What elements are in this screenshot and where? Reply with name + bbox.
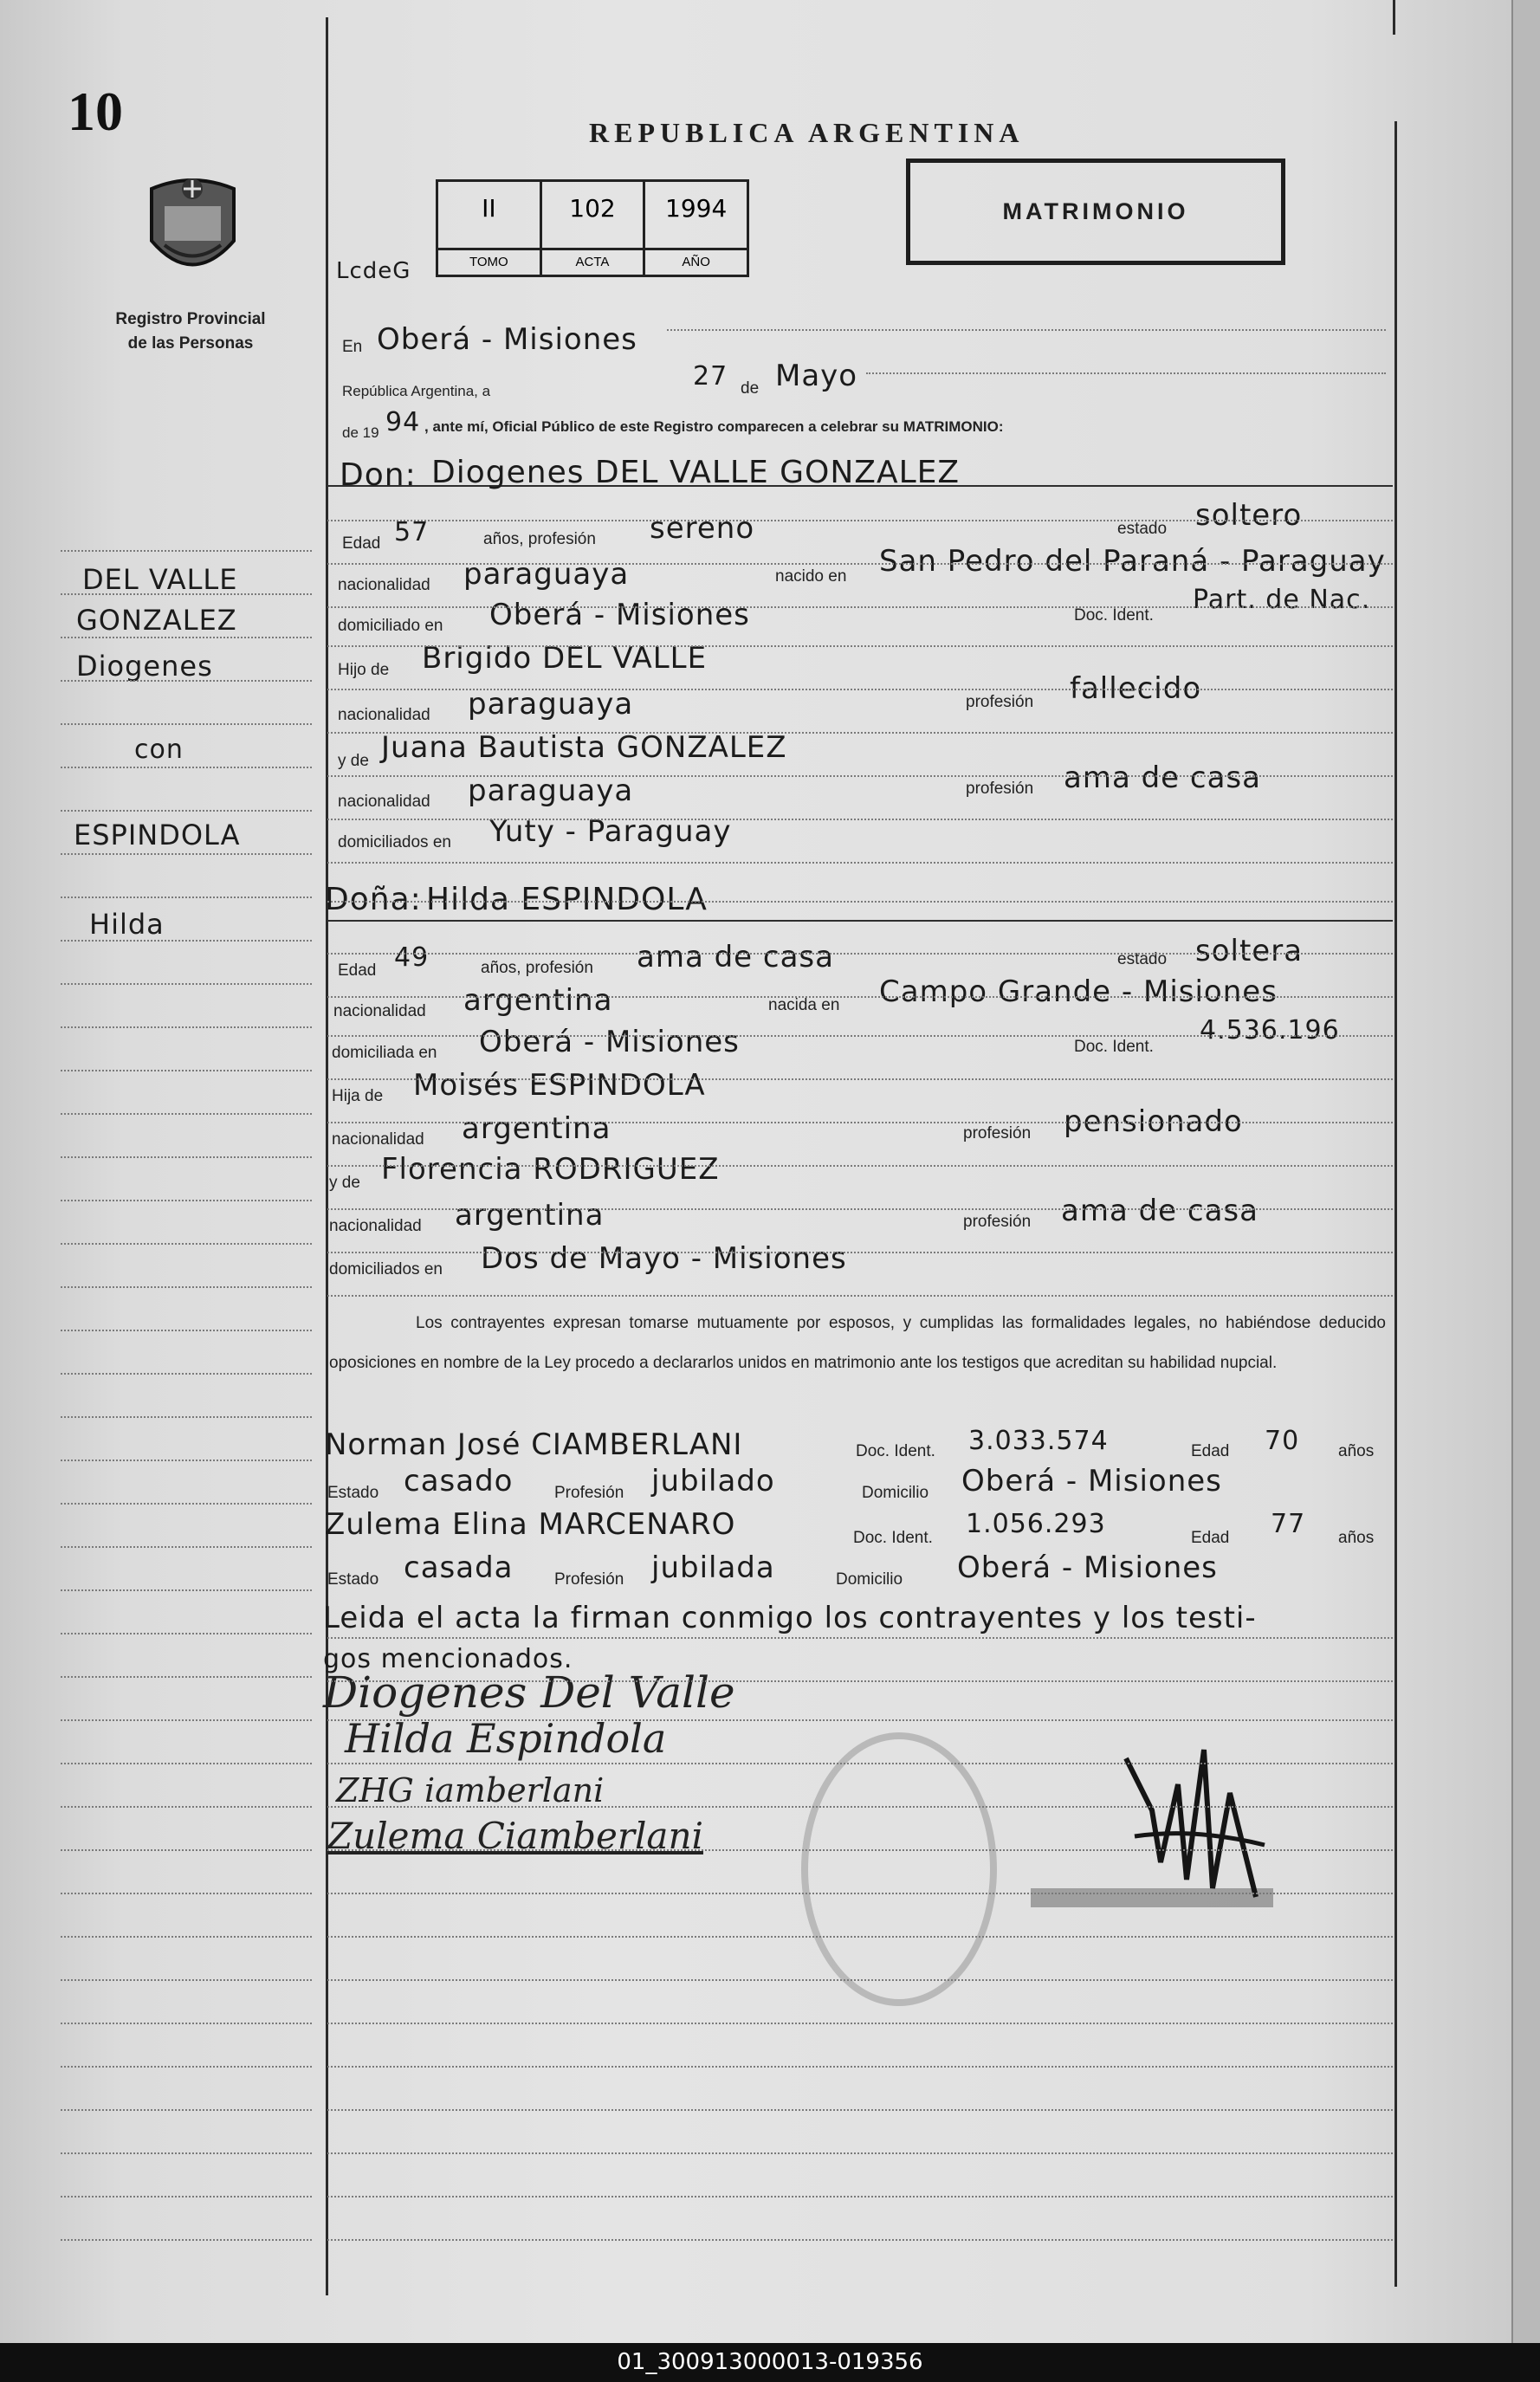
ruled-line [327, 1035, 1393, 1037]
declaration-paragraph: Los contrayentes expresan tomarse mutuamente por esposos, y cumplidas las formalidades legales, no habiéndose deducido oposiciones en nombre de la Ley procedo a declararlos unidos en matrimonio ante los testigos que acreditan su habilidad nupcial. [329, 1314, 1386, 1372]
signature-bride: Hilda Espindola [345, 1715, 667, 1762]
doc-label: Doc. Ident. [856, 1442, 935, 1460]
edad-label: Edad [1191, 1529, 1230, 1547]
profesion-label: Profesión [554, 1570, 624, 1589]
witness-1-domicile: Oberá - Misiones [961, 1464, 1222, 1498]
ruled-line [61, 1719, 312, 1721]
margin-note-1: DEL VALLE [82, 563, 238, 596]
domicilio-label: domiciliado en [338, 617, 443, 635]
ruled-line [327, 2152, 1393, 2154]
ruled-line [327, 2239, 1393, 2241]
signature-groom: Diogenes Del Valle [323, 1667, 735, 1718]
signature-witness-2: Zulema Ciamberlani [327, 1815, 703, 1857]
file-id-footer: 01_300913000013-019356 [0, 2343, 1540, 2382]
doc-label: Doc. Ident. [1074, 1038, 1154, 1056]
ruled-line [61, 2109, 312, 2111]
groom-civil-state: soltero [1195, 498, 1303, 533]
ruled-line [327, 1893, 1393, 1894]
witness-2-name: Zulema Elina MARCENARO [325, 1507, 736, 1542]
republic-label: República Argentina, a [342, 383, 491, 399]
ruled-line [327, 1208, 1393, 1210]
ruled-line [61, 1286, 312, 1288]
ruled-line [327, 2196, 1393, 2198]
ruled-line [327, 1295, 1393, 1297]
intro-month: Mayo [775, 359, 858, 393]
margin-note-2: GONZALEZ [76, 604, 237, 637]
ruled-line [61, 637, 312, 638]
tomo-cell [438, 182, 542, 275]
margin-note-5: ESPINDOLA [74, 819, 241, 851]
profesion-label: profesión [966, 693, 1034, 711]
groom-doc: Part. de Nac. [1193, 585, 1371, 615]
bride-name: Hilda ESPINDOLA [426, 882, 708, 917]
ruled-line [61, 680, 312, 682]
closing-line-2: gos mencionados. [323, 1644, 573, 1674]
ruled-line [61, 2152, 312, 2154]
witness-2-domicile: Oberá - Misiones [957, 1550, 1218, 1585]
groom-parents-domicile: Yuty - Paraguay [489, 814, 732, 849]
groom-father-nationality: paraguaya [468, 687, 634, 722]
ruled-line [327, 1936, 1393, 1938]
ruled-line [327, 1763, 1393, 1764]
ruled-line [61, 1113, 312, 1115]
ruled-line [61, 1763, 312, 1764]
nacionalidad-label: nacionalidad [329, 1217, 422, 1235]
bride-mother: Florencia RODRIGUEZ [381, 1152, 720, 1187]
ruled-line [61, 1460, 312, 1461]
estado-label: estado [1117, 950, 1168, 968]
witness-1-civil-state: casado [404, 1464, 514, 1498]
ruled-line [327, 775, 1393, 777]
ruled-line [61, 1416, 312, 1418]
record-number-box [436, 179, 749, 277]
coat-of-arms-emblem [139, 172, 247, 288]
nacionalidad-label: nacionalidad [333, 1002, 426, 1020]
ruled-line [61, 1546, 312, 1548]
ruled-line [327, 1979, 1393, 1981]
yde-label: y de [329, 1174, 360, 1192]
closing-line-1: Leida el acta la firman conmigo los contrayentes y los testi- [323, 1601, 1257, 1635]
left-column-divider [326, 17, 328, 2295]
groom-title: Don: [340, 457, 417, 493]
ruled-line [327, 645, 1393, 647]
ruled-line [327, 1806, 1393, 1808]
ruled-line [61, 723, 312, 725]
right-border [1394, 121, 1397, 2287]
ruled-line [327, 1680, 1393, 1682]
ruled-line [327, 1165, 1393, 1167]
page-edge [1511, 0, 1540, 2343]
bride-age: 49 [394, 942, 430, 973]
ruled-line [327, 563, 1393, 565]
ruled-line [327, 2023, 1393, 2024]
ruled-line [327, 606, 1393, 608]
margin-note-4: con [134, 735, 184, 765]
ruled-line [61, 1156, 312, 1158]
groom-profession: sereno [650, 511, 755, 546]
anos-profesion-label: años, profesión [483, 530, 596, 548]
ruled-line [327, 1078, 1393, 1080]
ruled-line [61, 1243, 312, 1245]
bride-doc: 4.536.196 [1200, 1015, 1340, 1045]
ruled-line [327, 862, 1393, 864]
ruled-line [61, 896, 312, 898]
parents-domicile-label: domiciliados en [338, 833, 451, 851]
margin-note-3: Diogenes [76, 650, 213, 683]
margin-note-6: Hilda [89, 908, 165, 941]
intro-year: 94 [385, 407, 421, 437]
estado-label: estado [1117, 520, 1168, 538]
bride-father: Moisés ESPINDOLA [413, 1068, 706, 1103]
ruled-line [61, 1676, 312, 1678]
ruled-line [61, 810, 312, 812]
ruled-line [327, 1122, 1393, 1123]
nacionalidad-label: nacionalidad [338, 706, 430, 724]
parents-domicile-label: domiciliados en [329, 1260, 443, 1278]
ruled-line [327, 1637, 1393, 1639]
acta-label: ACTA [542, 248, 644, 275]
ruled-line [61, 1200, 312, 1201]
ruled-line [61, 550, 312, 552]
signature-witness-1: ZHG iamberlani [336, 1771, 605, 1809]
estado-label: Estado [327, 1484, 379, 1502]
profesion-label: profesión [963, 1124, 1032, 1142]
top-tick [1393, 0, 1395, 35]
anio-label: AÑO [645, 248, 747, 275]
ruled-line [61, 2239, 312, 2241]
doc-label: Doc. Ident. [1074, 606, 1154, 625]
fill-line [866, 372, 1386, 374]
tomo-value: II [482, 194, 496, 223]
bride-profession: ama de casa [637, 940, 834, 974]
ruled-line [61, 1026, 312, 1028]
witness-2-civil-state: casada [404, 1550, 514, 1585]
ruled-line [61, 1806, 312, 1808]
bride-birthplace: Campo Grande - Misiones [879, 974, 1278, 1009]
year-prefix: de 19 [342, 424, 379, 441]
ruled-line [61, 1373, 312, 1375]
anos-label: años [1338, 1529, 1375, 1547]
intro-sentence: , ante mí, Oficial Público de este Registro comparecen a celebrar su MATRIMONIO: [424, 418, 1004, 435]
acta-value: 102 [569, 194, 616, 223]
ruled-line [61, 853, 312, 855]
ruled-line [61, 1633, 312, 1634]
witness-1-age: 70 [1265, 1426, 1300, 1456]
ruled-line [327, 819, 1393, 820]
bride-nationality: argentina [463, 983, 613, 1018]
ruled-line [327, 2109, 1393, 2111]
groom-age: 57 [394, 517, 430, 547]
domicilio-label: Domicilio [836, 1570, 903, 1589]
intro-day: 27 [693, 361, 728, 392]
de-label: de [741, 379, 760, 398]
ruled-line [327, 689, 1393, 690]
fill-line [667, 329, 1386, 331]
groom-father-profession: fallecido [1070, 671, 1202, 706]
ruled-line [61, 593, 312, 595]
ruled-line [61, 767, 312, 768]
hijo-label: Hijo de [338, 661, 390, 679]
ruled-line [61, 1893, 312, 1894]
ruled-line [61, 1589, 312, 1591]
anio-value: 1994 [665, 194, 728, 223]
country-title: REPUBLICA ARGENTINA [589, 117, 1025, 148]
groom-mother: Juana Bautista GONZALEZ [381, 730, 787, 765]
witness-1-doc: 3.033.574 [968, 1426, 1109, 1456]
groom-domicile: Oberá - Misiones [489, 598, 750, 632]
witness-2-profession: jubilada [651, 1550, 775, 1585]
nacionalidad-label: nacionalidad [338, 576, 430, 594]
ruled-line [327, 1252, 1393, 1253]
estado-label: Estado [327, 1570, 379, 1589]
anos-profesion-label: años, profesión [481, 959, 593, 977]
profesion-label: Profesión [554, 1484, 624, 1502]
bride-father-profession: pensionado [1064, 1104, 1243, 1139]
ruled-line [61, 1330, 312, 1331]
domicilio-label: domiciliada en [332, 1044, 437, 1062]
ruled-line [327, 953, 1393, 955]
ledger-code: LcdeG [336, 258, 411, 284]
witness-1-name: Norman José CIAMBERLANI [325, 1427, 743, 1462]
doc-label: Doc. Ident. [853, 1529, 933, 1547]
ruled-line [61, 1849, 312, 1851]
tomo-label: TOMO [438, 248, 540, 275]
ruled-line [61, 1979, 312, 1981]
nacida-label: nacida en [768, 996, 840, 1014]
ruled-line [327, 732, 1393, 734]
ruled-line [61, 940, 312, 942]
bride-domicile: Oberá - Misiones [479, 1025, 740, 1059]
groom-mother-profession: ama de casa [1064, 761, 1261, 795]
bride-father-nationality: argentina [462, 1111, 611, 1146]
ruled-line [61, 2023, 312, 2024]
ruled-line [327, 1719, 1393, 1721]
domicilio-label: Domicilio [862, 1484, 929, 1502]
ruled-line [61, 1936, 312, 1938]
groom-name: Diogenes DEL VALLE GONZALEZ [431, 455, 961, 490]
witness-2-age: 77 [1271, 1509, 1306, 1539]
registry-name: Registro Provincial de las Personas [115, 310, 266, 353]
groom-birthplace: San Pedro del Paraná - Paraguay [879, 544, 1386, 579]
bride-mother-profession: ama de casa [1061, 1194, 1259, 1228]
section-rule [327, 920, 1393, 922]
intro-place: Oberá - Misiones [377, 322, 637, 357]
profesion-label: profesión [963, 1213, 1032, 1231]
bride-title: Doña: [325, 882, 422, 917]
anos-label: años [1338, 1442, 1375, 1460]
ruled-line [327, 996, 1393, 998]
bride-mother-nationality: argentina [455, 1198, 605, 1233]
ruled-line [61, 983, 312, 985]
hija-label: Hija de [332, 1087, 384, 1105]
witness-1-profession: jubilado [651, 1464, 775, 1498]
officer-signature-mark [1117, 1732, 1273, 1906]
edad-label: Edad [342, 534, 381, 553]
anio-cell [645, 182, 747, 275]
ruled-line [61, 1070, 312, 1071]
bride-parents-domicile: Dos de Mayo - Misiones [481, 1241, 847, 1276]
nacido-label: nacido en [775, 567, 847, 586]
nacionalidad-label: nacionalidad [338, 793, 430, 811]
nacionalidad-label: nacionalidad [332, 1130, 424, 1149]
ruled-line [61, 2196, 312, 2198]
witness-2-doc: 1.056.293 [966, 1509, 1106, 1539]
ruled-line [61, 2066, 312, 2068]
edad-label: Edad [1191, 1442, 1230, 1460]
ruled-line [327, 901, 1393, 903]
acta-cell [542, 182, 646, 275]
ruled-line [327, 1849, 1393, 1851]
bride-civil-state: soltera [1195, 934, 1304, 968]
edad-label: Edad [338, 961, 377, 980]
yde-label: y de [338, 752, 369, 770]
profesion-label: profesión [966, 780, 1034, 798]
groom-father: Brigido DEL VALLE [422, 641, 708, 676]
official-seal-stamp [801, 1732, 997, 2006]
page-number: 10 [68, 81, 123, 142]
en-label: En [342, 338, 363, 356]
ruled-line [61, 1503, 312, 1505]
ruled-line [327, 520, 1393, 521]
groom-nationality: paraguaya [463, 557, 630, 592]
groom-mother-nationality: paraguaya [468, 774, 634, 808]
ruled-line [327, 2066, 1393, 2068]
act-type-box: MATRIMONIO [906, 159, 1285, 265]
